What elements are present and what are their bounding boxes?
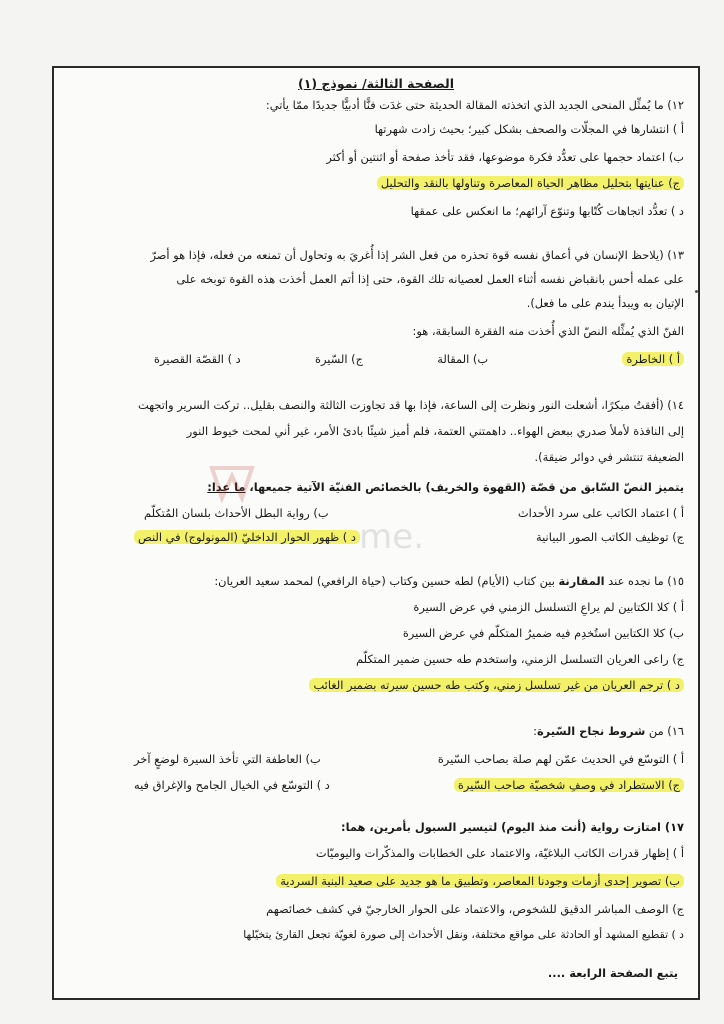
q16-stem-text: : (533, 724, 537, 738)
q17-option-d: د ) تقطيع المشهد أو الحادثة على مواقع مختلفة، ونقل الأحداث إلى صورة لغويّة تجعل القارئ يتخيّلها (243, 928, 684, 941)
q16-options-row1 (64, 752, 684, 766)
q13-option-c: ج) السّيرة (315, 352, 363, 366)
q13-paragraph-line: على عمله أحس بانقباض نفسه أثناء العمل لعصيانه تلك القوة، حتى إذا أتم العمل أخذت هذه القوة توبخه على (176, 272, 684, 286)
q14-stem (64, 480, 684, 494)
q15-stem-text: بين كتاب (الأيام) لطه حسين وكتاب (حياة الرافعي) لمحمد سعيد العريان: (214, 574, 559, 588)
q13-option-b: ب) المقالة (437, 352, 489, 366)
q17-stem-emphasis: بأمرين (373, 820, 411, 834)
q14-option-d: د ) ظهور الحوار الداخليّ (المونولوج) في النص (134, 530, 360, 544)
highlight: ج) عنايتها بتحليل مظاهر الحياة المعاصرة وتناولها بالنقد والتحليل (377, 176, 684, 190)
page-title: الصفحة الثالثة/ نموذج (١) (297, 76, 455, 91)
q16-option-d: د ) التوسّع في الخيال الجامح والإغراق فيه (134, 778, 330, 792)
q14-option-a: أ ) اعتماد الكاتب على سرد الأحداث (517, 506, 684, 520)
highlight: ب) تصوير إحدى أزمات وجودنا المعاصر، وتطبيق ما هو جديد على صعيد البنية السردية (276, 874, 684, 888)
q15-option-c: ج) راعى العريان التسلسل الزمني، واستخدم طه حسين ضمير المتكلّم (356, 652, 684, 666)
q12-option-a: أ ) انتشارها في المجلّات والصحف بشكل كبير؛ بحيث زادت شهرتها (374, 122, 684, 136)
q16-option-b: ب) العاطفة التي تأخذ السيرة لوضعٍ آخر (134, 752, 321, 766)
q14-stem-except: ما عدا: (207, 480, 246, 494)
q13-stem: الفنّ الذي يُمثِّله النصّ الذي أُخذت منه الفقرة السابقة، هو: (412, 324, 684, 338)
q17-option-a: أ ) إظهار قدرات الكاتب البلاغيّة، والاعتماد على الخطابات والمذكّرات واليوميّات (315, 846, 684, 860)
q16-stem-emphasis: شروط نجاح السّيرة (536, 724, 646, 738)
q13-options (64, 352, 684, 366)
highlight: د ) ترجم العريان من غير تسلسل زمني، وكتب طه حسين سيرته بضمير الغائب (309, 678, 684, 692)
q12-stem: ١٢) ما يُمثِّل المنحى الجديد الذي اتخذته المقالة الحديثة حتى غدَت فنًّا أدبيًّا جديدًا ممّا يأتي: (265, 98, 684, 112)
q14-paragraph-line: إلى النافذة لأملأ صدري ببعض الهواء.. داهمتني العتمة، فلم أميز شيئًا بادئ الأمر، غير أني لمحت خيوط النور (186, 424, 684, 438)
q14-stem-emphasis: بالخصائص الفنيّة الآتية جميعها، (245, 480, 422, 494)
q15-stem (64, 574, 684, 588)
q14-paragraph-line: الضعيفة تنتشر في دوائر ضيقة). (534, 450, 684, 464)
q12-option-c (64, 176, 684, 190)
q17-option-c: ج) الوصف المباشر الدقيق للشخوص، والاعتماد على الحوار الخارجيّ في كشف خصائصهم (266, 902, 684, 916)
q12-option-b: ب) اعتماد حجمها على تعدُّد فكرة موضوعها، فقد تأخذ صفحة أو اثنتين أو أكثر (326, 150, 684, 164)
q16-option-c: ج) الاستطراد في وصفِ شخصيّة صاحب السّيرة (454, 778, 684, 792)
q17-stem-text: ١٧) امتازت رواية (أنت منذ اليوم) لتيسير السبول (410, 820, 684, 834)
q15-option-a: أ ) كلا الكتابين لم يراعِ التسلسل الزمني في عرض السيرة (413, 600, 684, 614)
q14-option-b: ب) رواية البطل الأحداث بلسان المُتكلّم (144, 506, 329, 520)
q12-option-d: د ) تعدُّد اتجاهات كُتّابها وتنوّع آرائهم؛ ما انعكس على عمقها (410, 204, 684, 218)
q15-stem-emphasis: المقارنة (558, 574, 605, 588)
q17-stem-text: ، هما: (341, 820, 374, 834)
q15-stem-text: ١٥) ما نجده عند (604, 574, 684, 588)
scan-dot (695, 290, 698, 293)
q15-option-b: ب) كلا الكتابين استُخدِم فيه ضميرُ المتكلّم في عرض السيرة (402, 626, 684, 640)
q14-stem-text: يتميز النصّ السّابق من قصّة (القهوة والخريف) (421, 480, 684, 494)
continue-note: يتبع الصفحة الرابعة .... (547, 965, 678, 980)
q13-paragraph-line: ١٣) (يلاحظ الإنسان في أعماق نفسه قوة تحذره من فعل الشر إذا أُغريَ به وتحاول أن تمنعه من فعله، فإذا هو أصرّ (150, 248, 684, 262)
exam-page (52, 66, 700, 1000)
q14-option-c: ج) توظيف الكاتب الصور البيانية (536, 530, 684, 544)
watermark-suffix: .me (359, 517, 424, 557)
q13-option-a: أ ) الخاطرة (622, 352, 684, 366)
q17-option-b (64, 874, 684, 888)
q15-option-d (64, 678, 684, 692)
q17-stem (64, 820, 684, 834)
q16-option-a: أ ) التوسّع في الحديث عمّن لهم صلة بصاحب السّيرة (437, 752, 684, 766)
q13-paragraph-line: الإتيان به ويبدأ يندم على ما فعل). (526, 296, 684, 310)
q13-option-d: د ) القصّة القصيرة (154, 352, 241, 366)
q14-options-row1 (64, 506, 684, 520)
q14-paragraph-line: ١٤) (أفقتُ مبكرًا، أشعلت النور ونظرت إلى الساعة، فإذا بها قد تجاوزت الثالثة والنصف بقليل.. تركت السرير واتجهت (137, 398, 684, 412)
q14-options-row2 (64, 530, 684, 544)
q16-options-row2 (64, 778, 684, 792)
q16-stem-text: ١٦) من (645, 724, 684, 738)
q16-stem (64, 724, 684, 738)
